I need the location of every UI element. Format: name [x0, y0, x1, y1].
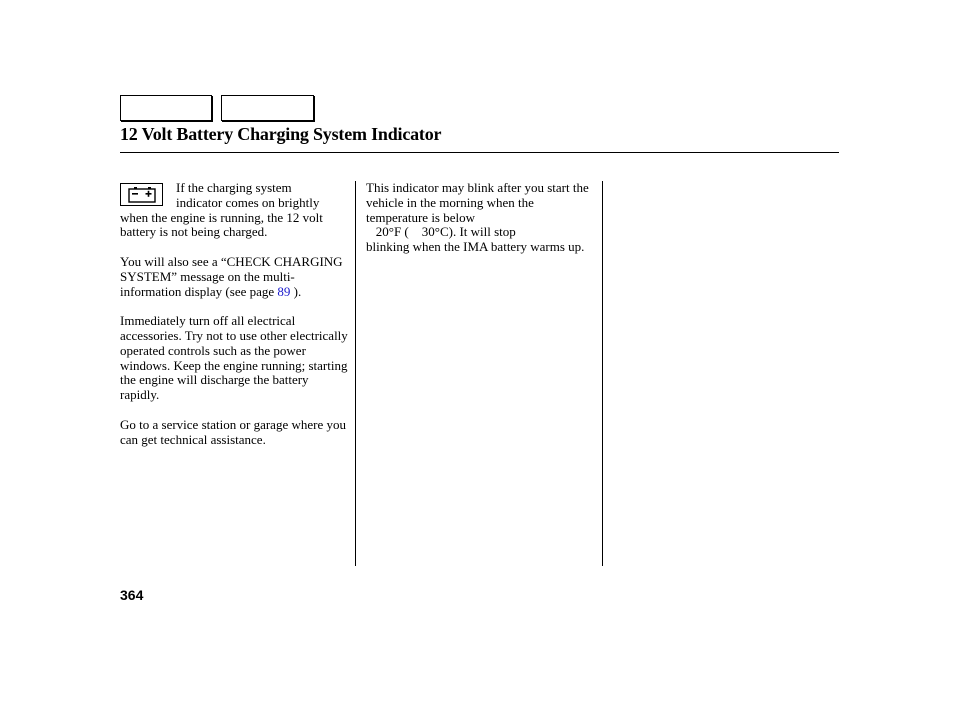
- text-span: when the engine is running, the 12 volt battery is not being charged.: [120, 209, 323, 240]
- text-span: You will also see a “CHECK CHARGING SYSTEM” message on the multi-information display (see page: [120, 253, 343, 299]
- column-divider-1: [355, 181, 356, 566]
- column-divider-2: [602, 181, 603, 566]
- paragraph-service-station: Go to a service station or garage where you can get technical assistance.: [120, 416, 346, 447]
- nav-box-next[interactable]: [221, 95, 314, 121]
- text-span: blinking when the IMA battery warms up.: [366, 239, 585, 255]
- paragraph-turn-off-accessories: Immediately turn off all electrical accessories. Try not to use other electrically operated controls such as the power windows. Keep the engine running; starting the engine will discharge the battery rapidly.: [120, 313, 348, 403]
- page-89-link[interactable]: 89: [277, 283, 291, 299]
- text-line: indicator comes on brightly: [176, 194, 320, 210]
- title-divider: [120, 152, 839, 153]
- text-line: If the charging system: [176, 180, 292, 195]
- paragraph-indicator-blink: [366, 181, 594, 255]
- page-title: 12 Volt Battery Charging System Indicator: [120, 124, 442, 144]
- middle-column: [366, 181, 594, 270]
- text-span: This indicator may blink after you start the vehicle in the morning when the temperature is below: [366, 180, 589, 225]
- nav-box-previous[interactable]: [120, 95, 212, 121]
- paragraph-check-message: [120, 255, 348, 299]
- paragraph-indicator-on: [120, 181, 348, 240]
- page-number: 364: [120, 587, 144, 603]
- text-span: ).: [290, 283, 302, 299]
- left-column: [120, 181, 348, 462]
- temperature-text: 20°F ( 30°C). It will stop: [366, 224, 516, 240]
